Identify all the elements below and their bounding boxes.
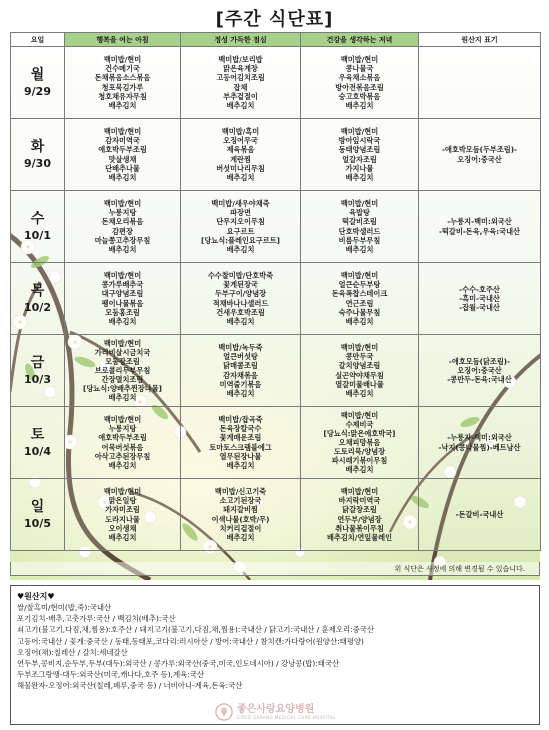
origin-info-line: 포기김치-배추,고춧가루:국산 / 백김치(배추):국산 [17, 614, 176, 624]
breakfast-cell [65, 335, 181, 407]
menu-item: 돼지갈비찜 [223, 505, 258, 515]
lunch-cell [181, 263, 301, 335]
menu-item: 백미밥/현미 [103, 487, 142, 497]
origin-cell [419, 263, 541, 335]
header-day: 요일 [11, 33, 65, 47]
menu-item: 배추김치 [345, 316, 374, 326]
day-cell [11, 479, 65, 551]
day-cell [11, 47, 65, 119]
menu-item: 얼갈자조림 [342, 154, 377, 164]
origin-item: 오징어:중국산 [457, 154, 502, 164]
menu-item: 수제비국 [345, 419, 374, 429]
origin-item: -낙지(콩나물찜)-베트남산 [438, 442, 521, 452]
menu-item: 백미밥/현미 [103, 199, 142, 209]
origin-item: -누룽지-백미:외국산 [447, 217, 512, 227]
menu-item: 배추김치 [108, 100, 137, 110]
day-date: 10/2 [24, 301, 51, 314]
menu-item: 배추김치 [226, 388, 255, 398]
menu-item: 우육채소볶음 [338, 73, 381, 83]
hospital-logo-icon [215, 703, 233, 721]
origin-info-line: 두부조그랑땡-대두:외국산(미국,캐나다,호주 등),계육:국산 [17, 670, 205, 680]
menu-item: 배추김치 [108, 316, 137, 326]
menu-item: 배추김치 [226, 172, 255, 182]
menu-item: 수수찰미밥/단호박죽 [207, 271, 274, 281]
day-cell [11, 335, 65, 407]
menu-item: 이색나물(호박/무) [211, 514, 270, 524]
menu-item: 소고기된장국 [219, 496, 262, 506]
origin-info-title: ♥원산지♥ [17, 592, 55, 601]
day-name: 금 [30, 355, 45, 371]
origin-cell [419, 119, 541, 191]
day-name: 일 [30, 499, 45, 515]
menu-item: 두부구이/양념장 [214, 289, 267, 299]
menu-item: 배추김치 [345, 172, 374, 182]
menu-item: 고등어김치조림 [216, 73, 265, 83]
origin-item: -잡월-국내산 [459, 303, 500, 313]
menu-item: 배추김치/연잎물레인 [326, 532, 393, 542]
origin-cell [419, 335, 541, 407]
dinner-cell [301, 263, 419, 335]
hospital-logo [215, 702, 336, 722]
menu-item: 돈채볶음소스볶음 [94, 73, 151, 83]
day-date: 9/29 [24, 85, 51, 98]
menu-item: 마늘쫑고추장무침 [94, 235, 151, 245]
menu-item: 배추김치 [226, 532, 255, 542]
menu-item: 배추김치 [345, 100, 374, 110]
header-breakfast: 행복을 여는 아침 [65, 33, 181, 47]
origin-info-line: 해물완자-오징어:외국산(칠레,페루,중국 등) / 너비아니-계육,돈육:국산 [17, 681, 243, 691]
lunch-cell [181, 335, 301, 407]
menu-item: 백미밥/신고기죽 [214, 487, 267, 497]
origin-cell [419, 407, 541, 479]
day-cell [11, 191, 65, 263]
dinner-cell [301, 119, 419, 191]
day-cell [11, 119, 65, 191]
menu-item: 백미밥/흑미 [221, 127, 260, 137]
menu-item: 연근조림 [345, 298, 374, 308]
origin-item: -콩만두-돈육:국내산 [447, 375, 512, 385]
menu-item: 누룽지탕 [108, 208, 137, 218]
menu-item: [당뇨식:맑은애호박국] [323, 428, 396, 438]
menu-item: 계란찜 [230, 154, 251, 164]
menu-item: 아삭고추된장무침 [94, 451, 151, 461]
day-date: 10/4 [24, 445, 51, 458]
menu-item: 돈채오리볶음 [101, 217, 144, 227]
menu-item: 가자미조림 [105, 505, 140, 515]
dinner-cell [301, 191, 419, 263]
day-cell [11, 407, 65, 479]
menu-item: 연두부/양념장 [337, 514, 382, 524]
menu-item: 방아잎시락국 [338, 136, 381, 146]
breakfast-cell [65, 263, 181, 335]
menu-item: 배추김치 [345, 465, 374, 475]
origin-info-line: 연두부,콩비지,순두부,두부(대두):외국산 / 콩가루:외국산(중국,미국,인도네시아) / 강낭콩(밥):태국산 [17, 659, 340, 669]
origin-item: -애호박모듬(두부조림)- [441, 145, 518, 155]
breakfast-cell [65, 479, 181, 551]
menu-item: 백미밥/현미 [340, 271, 379, 281]
menu-item: 맛살생채 [108, 154, 137, 164]
menu-item: 부추겉절이 [223, 91, 258, 101]
menu-item: 백미밥/현미 [340, 343, 379, 353]
menu-item: 단호박샐러드 [338, 226, 381, 236]
breakfast-cell [65, 119, 181, 191]
day-date: 10/5 [24, 517, 51, 530]
header-lunch: 정성 가득한 점심 [181, 33, 301, 47]
menu-item: 애호박두부조림 [98, 145, 147, 155]
menu-item: 얼큰순두부탕 [338, 280, 381, 290]
origin-info-line: 고등어:국내산 / 꽃게:중국산 / 동태,동태포,코다리:러시아산 / 방어:국내산 / 참치캔:가다랑어(원양산:태평양) [17, 636, 364, 646]
menu-item: 백미밥/현미 [103, 127, 142, 137]
day-cell [11, 263, 65, 335]
menu-item: 동태양념조림 [338, 145, 381, 155]
menu-item: 열무된장나물 [219, 451, 262, 461]
breakfast-cell [65, 407, 181, 479]
origin-cell [419, 479, 541, 551]
origin-item: -돈갈비-국내산 [455, 509, 504, 519]
menu-item: 제육볶음 [226, 145, 255, 155]
menu-item: 백미밥/새우야채죽 [211, 199, 270, 209]
menu-item: 백미밥/현미 [340, 55, 379, 65]
origin-info-line: 쌀/찰흑미/현미(밥,죽):국내산 [17, 603, 112, 612]
menu-item: 팽이나물볶음 [101, 298, 144, 308]
menu-item: 단무지오이무침 [216, 217, 265, 227]
menu-item: 누룽지탕 [108, 424, 137, 434]
weekly-menu-table [10, 32, 541, 551]
menu-item: 콩나물국 [345, 64, 374, 74]
menu-item: 떡갈비조림 [342, 217, 377, 227]
day-row [11, 335, 541, 407]
menu-item: 돈육폭찹스테이크 [331, 289, 388, 299]
menu-item: 간장멸치조림 [101, 375, 144, 385]
menu-item: 백미밥/현미 [103, 415, 142, 425]
menu-item: 백미밥/녹두죽 [218, 343, 263, 353]
menu-item: 배추김치 [226, 460, 255, 470]
origin-item: 오징어:중국산 [457, 365, 502, 375]
menu-item: 닭갈장조림 [342, 505, 377, 515]
day-row [11, 119, 541, 191]
menu-item: 치커리겉절이 [219, 523, 262, 533]
menu-item: 파시래기볶이무침 [331, 456, 388, 466]
day-name: 목 [30, 283, 45, 299]
menu-item: 꽃게된장국 [223, 280, 258, 290]
menu-item: 청호채유자무침 [98, 91, 147, 101]
menu-item: 토마토스크램블에그 [209, 442, 272, 452]
lunch-cell [181, 119, 301, 191]
menu-item: 배추김치 [226, 316, 255, 326]
dinner-cell [301, 335, 419, 407]
menu-item: 열갈미물배나물 [335, 379, 384, 389]
day-row [11, 479, 541, 551]
menu-item: 백미밥/현미 [103, 271, 142, 281]
menu-item: 대구양념조림 [101, 289, 144, 299]
menu-item: 백미밥/잡곡죽 [218, 415, 263, 425]
origin-info-line: 오징어(채):칠레산 / 갈치:세네갈산 [17, 647, 128, 657]
day-row [11, 191, 541, 263]
menu-item: 감자미역국 [105, 136, 140, 146]
menu-item: 맑은육계장 [223, 64, 258, 74]
menu-item: 바지락미역국 [338, 496, 381, 506]
menu-item: 방아전볶음조림 [335, 82, 384, 92]
menu-item: 배추김치 [345, 388, 374, 398]
menu-item: 배추김치 [108, 393, 137, 403]
day-row [11, 47, 541, 119]
menu-item: 적채바나나샐러드 [212, 298, 269, 308]
dinner-cell [301, 47, 419, 119]
origin-item: -흑미-국내산 [459, 293, 500, 303]
lunch-cell [181, 407, 301, 479]
menu-item: 도토리묵/양념장 [333, 447, 386, 457]
menu-item: 육밥탕 [349, 208, 370, 218]
menu-item: 취나물볶이무침 [335, 523, 384, 533]
breakfast-cell [65, 47, 181, 119]
day-name: 화 [30, 139, 45, 155]
menu-item: 파장면 [230, 208, 251, 218]
menu-item: 단배추나물 [105, 163, 140, 173]
menu-item: 어묵버섯볶음 [101, 442, 144, 452]
origin-info-lines [17, 602, 533, 692]
day-date: 10/3 [24, 373, 51, 386]
menu-item: 백미밥/현미 [103, 338, 142, 348]
title-wrap [0, 5, 549, 31]
origin-info-line: 쇠고기(불고기,다짐,채,찜용):호주산 / 돼지고기(불고기,다짐,채,찜용):국내산 / 닭고기:국내산 / 훈제오리:중국산 [17, 625, 375, 635]
menu-item: 요구르트 [226, 226, 255, 236]
menu-item: 콩만두국 [345, 352, 374, 362]
menu-item: 맑은일탕 [108, 496, 137, 506]
menu-item: 미역줄기볶음 [219, 379, 262, 389]
menu-item: 배추김치 [226, 244, 255, 254]
menu-item: 콩가루배추국 [101, 280, 144, 290]
origin-item: -애호모듬(닭조림)- [448, 356, 511, 366]
menu-item: 모둠장조림 [105, 356, 140, 366]
menu-item: 배추김치 [108, 244, 137, 254]
day-row [11, 263, 541, 335]
menu-item: 갈치양념조림 [338, 361, 381, 371]
day-name: 토 [30, 427, 45, 443]
menu-item: 배추김치 [345, 244, 374, 254]
hospital-name: 좋은사랑요양병원 [237, 703, 315, 715]
lunch-cell [181, 479, 301, 551]
menu-item: 가리비살시금치국 [94, 347, 151, 357]
header-dinner: 건강을 생각하는 저녁 [301, 33, 419, 47]
page-title: [주간 식단표] [215, 9, 334, 30]
menu-item: 백미밥/보리밥 [218, 55, 263, 65]
menu-item: 감자채볶음 [223, 370, 258, 380]
origin-cell [419, 47, 541, 119]
dinner-cell [301, 407, 419, 479]
header-origin: 원산지 표기 [419, 33, 541, 47]
menu-item: [당뇨식:플레인요구르트] [201, 235, 280, 245]
menu-item: 청포묵김가루 [101, 82, 144, 92]
day-row [11, 407, 541, 479]
day-name: 월 [30, 67, 45, 83]
menu-item: 비름두부무침 [338, 235, 381, 245]
menu-item: 가지나물 [345, 163, 374, 173]
hospital-name-english: GOOD SARANG MEDICAL CARE HOSPITAL [237, 714, 337, 720]
menu-item: 얼큰버섯탕 [223, 352, 258, 362]
menu-item: 백미밥/현미 [340, 487, 379, 497]
menu-item: 돈육장칼국수 [219, 424, 262, 434]
menu-item: [당뇨식:양배추찐장나물] [83, 384, 162, 394]
lunch-cell [181, 191, 301, 263]
origin-item: -수수-호주산 [459, 284, 500, 294]
menu-item: 오채피망볶음 [338, 437, 381, 447]
menu-item: 건수메기국 [105, 64, 140, 74]
menu-item: 브로콜리두부무침 [94, 365, 151, 375]
origin-cell [419, 191, 541, 263]
day-date: 9/30 [24, 157, 51, 170]
lunch-cell [181, 47, 301, 119]
menu-item: 백미밥/현미 [103, 55, 142, 65]
menu-item: 닭매콤조림 [223, 361, 258, 371]
menu-item: 배추김치 [226, 100, 255, 110]
table-header-row [11, 33, 541, 47]
menu-item: 도라지나물 [105, 514, 140, 524]
menu-item: 버섯미나리무침 [216, 163, 265, 173]
menu-item: 잡채 [233, 82, 248, 92]
change-notice: 위 식단은 사정에 의해 변경될 수 있습니다. [10, 562, 540, 576]
menu-item: 애호박두부조림 [98, 433, 147, 443]
menu-item: 배추김치 [108, 460, 137, 470]
origin-item: -누룽지-백미:외국산 [447, 433, 512, 443]
hospital-logo-text [237, 704, 336, 721]
menu-item: 감편장 [112, 226, 133, 236]
dinner-cell [301, 479, 419, 551]
menu-item: 백미밥/현미 [340, 199, 379, 209]
menu-item: 배추김치 [108, 172, 137, 182]
menu-item: 백미밥/현미 [340, 410, 379, 420]
menu-item: 오징어무국 [223, 136, 258, 146]
breakfast-cell [65, 191, 181, 263]
day-name: 수 [30, 211, 45, 227]
menu-item: 오이생채 [108, 523, 137, 533]
menu-item: 꽃게매운조림 [219, 433, 262, 443]
menu-item: 숭고호박볶음 [338, 91, 381, 101]
menu-item: 백미밥/현미 [340, 127, 379, 137]
menu-item: 건새우호박조림 [216, 307, 265, 317]
menu-item: 모둠홍조림 [105, 307, 140, 317]
menu-item: 실곤약야채무침 [335, 370, 384, 380]
menu-item: 배추김치 [108, 532, 137, 542]
menu-item: 숙주나물무침 [338, 307, 381, 317]
origin-item: -떡갈비-돈육,우육:국내산 [438, 226, 520, 236]
day-date: 10/1 [24, 229, 51, 242]
